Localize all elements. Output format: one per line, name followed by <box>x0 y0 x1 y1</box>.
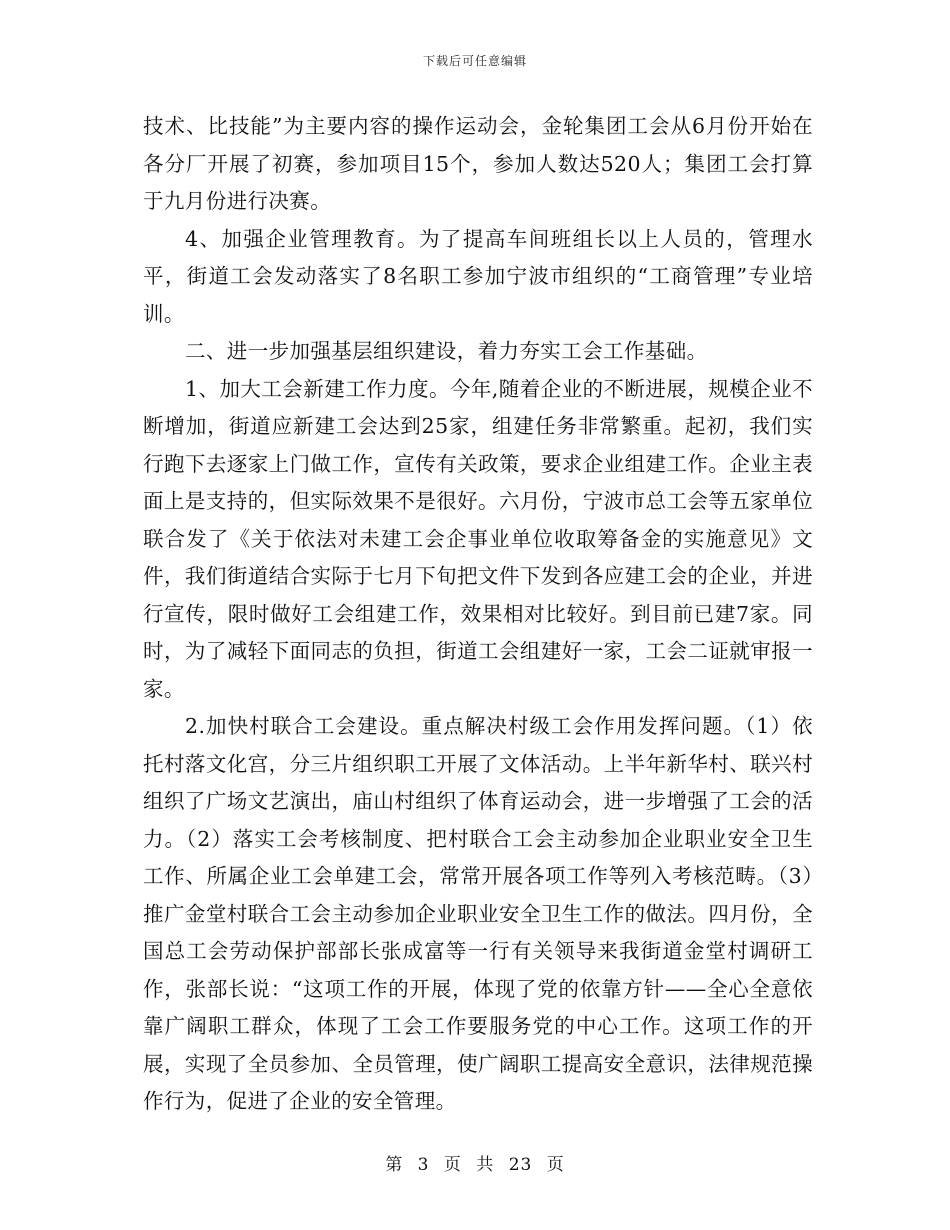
footer-current-page: 3 <box>417 1155 430 1175</box>
paragraph-new-unions: 1、加大工会新建工作力度。今年,随着企业的不断进展，规模企业不断增加，街道应新建工会达到25家，组建任务非常繁重。起初，我们实行跑下去逐家上门做工作，宣传有关政策，要求企业组建工作。企业主表面上是支持的，但实际效果不是很好。六月份，宁波市总工会等五家单位联合发了《关于依法对未建工会企事业单位收取筹备金的实施意见》文件，我们街道结合实际于七月下旬把文件下发到各应建工会的企业，并进行宣传，限时做好工会组建工作，效果相对比较好。到目前已建7家。同时，为了减轻下面同志的负担，街道工会组建好一家，工会二证就审报一家。 <box>143 376 813 701</box>
page-footer <box>0 1150 950 1175</box>
paragraph-village-unions: 2.加快村联合工会建设。重点解决村级工会作用发挥问题。（1）依托村落文化宫，分三片组织职工开展了文体活动。上半年新华村、联兴村组织了广场文艺演出，庙山村组织了体育运动会，进一步增强了工会的活力。（2）落实工会考核制度、把村联合工会主动参加企业职业安全卫生工作、所属企业工会单建工会，常常开展各项工作等列入考核范畴。（3）推广金堂村联合工会主动参加企业职业安全卫生工作的做法。四月份，全国总工会劳动保护部部长张成富等一行有关领导来我街道金堂村调研工作，张部长说：“这项工作的开展，体现了党的依靠方针——全心全意依靠广阔职工群众，体现了工会工作要服务党的中心工作。这项工作的开展，实现了全员参加、全员管理，使广阔职工提高安全意识，法律规范操作行为，促进了企业的安全管理。 <box>143 714 813 1113</box>
document-body <box>143 108 813 1121</box>
footer-suffix: 页 <box>546 1155 565 1175</box>
footer-page-word: 页 <box>443 1155 462 1175</box>
paragraph-management-education: 4、加强企业管理教育。为了提高车间班组长以上人员的，管理水平，街道工会发动落实了8名职工参加宁波市组织的“工商管理”专业培训。 <box>143 226 813 326</box>
page-header: 下载后可任意编辑 <box>422 54 527 68</box>
footer-prefix: 第 <box>385 1155 404 1175</box>
paragraph-continuation: 技术、比技能”为主要内容的操作运动会，金轮集团工会从6月份开始在各分厂开展了初赛，参加项目15个，参加人数达520人；集团工会打算于九月份进行决赛。 <box>143 114 813 213</box>
footer-total-word: 共 <box>476 1155 495 1175</box>
section-heading-two: 二、进一步加强基层组织建设，着力夯实工会工作基础。 <box>185 339 708 363</box>
footer-total-pages: 23 <box>508 1155 533 1175</box>
